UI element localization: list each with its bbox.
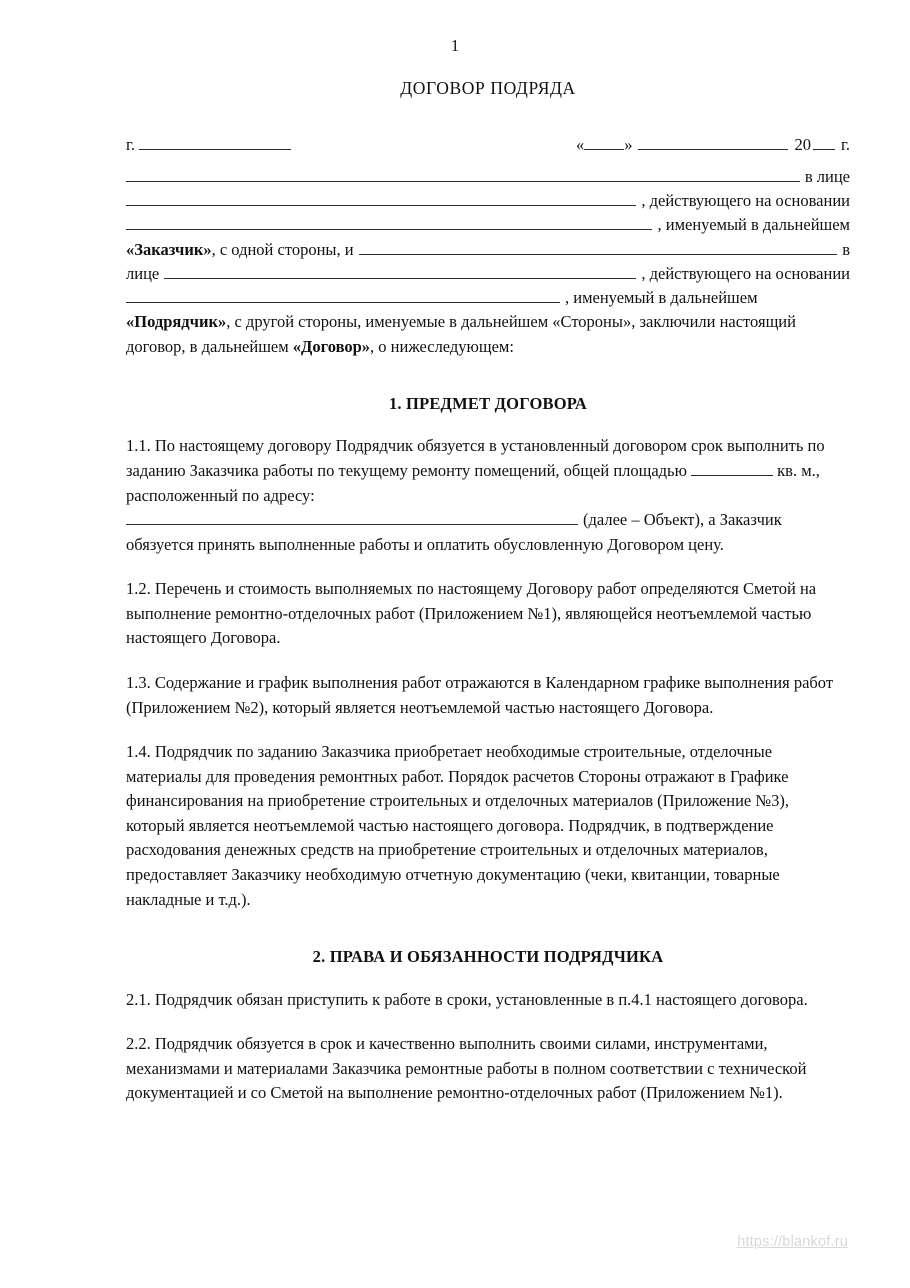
contractor-designation-rest-a: , с другой стороны, именуемые в дальнейшем «Стороны», заключили настоящий договор, в дальнейшем: [126, 312, 796, 356]
section-heading-2: 2. ПРАВА И ОБЯЗАННОСТИ ПОДРЯДЧИКА: [312, 947, 664, 967]
city-label: г.: [126, 135, 136, 154]
city-field-group: [126, 133, 291, 157]
customer-name-tail: в лице: [804, 166, 850, 186]
customer-designation-rest: , с одной стороны, и: [211, 239, 354, 259]
customer-designation: [126, 238, 359, 262]
customer-name-line: [126, 165, 850, 189]
clause-2-2: 2.2. Подрядчик обязуется в срок и качественно выполнить своими силами, инструментами, механизмами и материалами Заказчика ремонтные работы в полном соответствии с технической документацией и со Сметой на выполнение ремонтно-отделочных работ (Приложением №1).: [126, 1034, 807, 1103]
contractor-designation-rest-b: , о нижеследующем:: [370, 336, 514, 356]
document-body: [126, 78, 850, 1106]
customer-designation-line: [126, 238, 850, 262]
parties-block: [126, 165, 850, 359]
customer-rep-line: [126, 189, 850, 213]
quote-open: «: [575, 135, 585, 154]
contract-term: «Договор»: [292, 336, 371, 356]
contractor-rep-blank[interactable]: [164, 262, 636, 279]
customer-term: «Заказчик»: [126, 239, 212, 259]
clause-1-1-part-d: обязуется принять выполненные работы и оплатить обусловленную Договором цену.: [126, 534, 724, 554]
section-heading-1: 1. ПРЕДМЕТ ДОГОВОРА: [388, 393, 588, 413]
contractor-rep-lead: лице: [126, 263, 160, 283]
address-blank[interactable]: [126, 508, 578, 525]
page-number: 1: [450, 36, 460, 55]
clause-1-4: 1.4. Подрядчик по заданию Заказчика приобретает необходимые строительные, отделочные материалы для проведения ремонтных работ. Порядок расчетов Стороны отражают в Графике финансирования на приобретение строительных и отделочных материалов (Приложение №3), который является неотъемлемой частью настоящего договора. Подрядчик, в подтверждение расходования денежных средств на приобретение строительных и отделочных материалов, предоставляет Заказчику необходимую отчетную документацию (чеки, квитанции, товарные накладные и т.д.).: [126, 742, 789, 909]
customer-designation-tail: в: [842, 239, 850, 259]
city-blank[interactable]: [139, 133, 291, 150]
contractor-designation-line: [126, 310, 850, 359]
clause-1-1-part-a: 1.1. По настоящему договору Подрядчик обязуется в установленный договором срок выполнить по заданию Заказчика работы по текущему ремонту помещений, общей площадью: [126, 436, 825, 480]
year-suffix: г.: [840, 135, 850, 154]
customer-rep-blank[interactable]: [126, 190, 636, 207]
clause-2-1: 2.1. Подрядчик обязан приступить к работе в сроки, установленные в п.4.1 настоящего договора.: [126, 989, 808, 1009]
customer-basis-line: [126, 213, 850, 237]
contractor-rep-line: [126, 262, 850, 286]
date-field-group: [576, 133, 850, 157]
customer-name-blank[interactable]: [126, 165, 800, 182]
year-prefix: 20: [794, 135, 811, 154]
contract-header-row: [126, 133, 850, 157]
contractor-term: «Подрядчик»: [126, 312, 227, 332]
quote-close: »: [624, 135, 633, 154]
contractor-basis-blank[interactable]: [126, 287, 560, 304]
contractor-rep-tail: , действующего на основании: [641, 263, 850, 283]
clause-1-1-part-c: (далее – Объект), а Заказчик: [583, 510, 782, 530]
area-blank[interactable]: [691, 459, 773, 476]
year-blank[interactable]: [813, 133, 835, 150]
clause-1-1-part-b: кв. м., расположенный по адресу:: [126, 460, 820, 505]
clause-1-3: 1.3. Содержание и график выполнения работ отражаются в Календарном графике выполнения работ (Приложением №2), который является неотъемлемой частью настоящего Договора.: [126, 672, 834, 717]
clause-1-2: 1.2. Перечень и стоимость выполняемых по настоящему Договору работ определяются Сметой на выполнение ремонтно-отделочных работ (Приложением №1), являющейся неотъемлемой частью настоящего Договора.: [126, 579, 817, 648]
day-blank[interactable]: [584, 133, 624, 150]
page-title: ДОГОВОР ПОДРЯДА: [400, 78, 576, 98]
contractor-name-blank[interactable]: [359, 238, 838, 255]
contractor-basis-line: [126, 286, 850, 310]
contractor-basis-tail: , именуемый в дальнейшем: [565, 288, 758, 308]
customer-rep-tail: , действующего на основании: [641, 191, 850, 211]
month-blank[interactable]: [638, 133, 788, 150]
customer-basis-blank[interactable]: [126, 214, 652, 231]
customer-basis-tail: , именуемый в дальнейшем: [657, 215, 850, 235]
address-line: [126, 508, 850, 533]
source-watermark[interactable]: https://blankof.ru: [737, 1234, 848, 1250]
clause-1-1: [126, 434, 850, 557]
